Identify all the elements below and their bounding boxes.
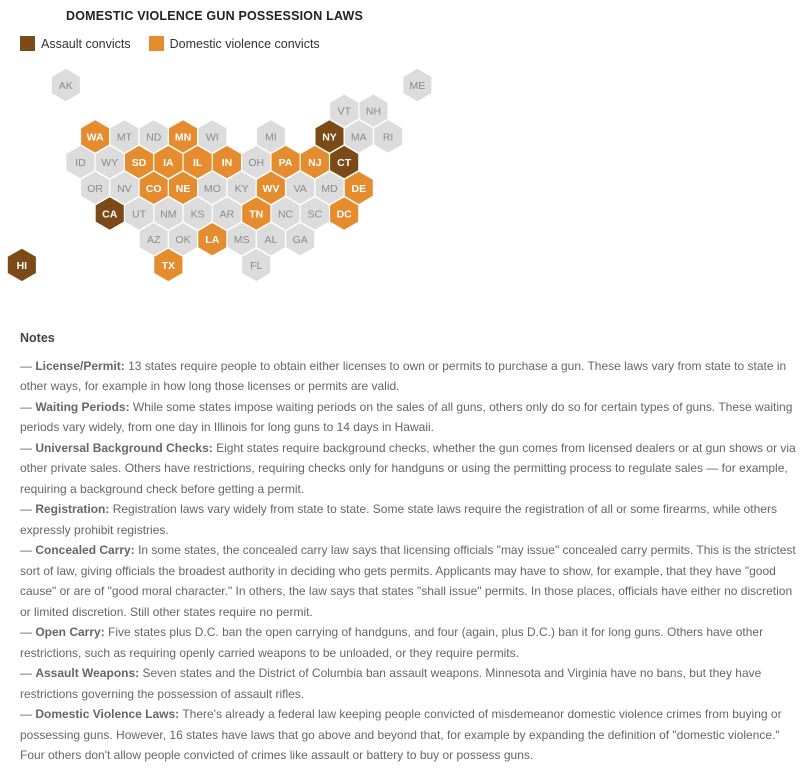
note-text: In some states, the concealed carry law says that licensing officials "may issue" concealed carry permits. This is the strictest sort of law, giving officials the broadest authority in deciding who gets permits. Applicants may have to show, for example, that they have "good cause" or are of "good moral character." In others, the law says that states "shall issue" permits. In those places, officials have either no discretion or limited discretion. Still other states require no permit. [20, 543, 796, 619]
state-label: MA [350, 131, 367, 144]
state-hex-tn[interactable] [242, 197, 270, 229]
state-label: MI [265, 131, 277, 144]
notes-section [20, 328, 796, 766]
notes-list [20, 356, 796, 766]
note-label: Open Carry: [35, 625, 105, 639]
state-label: NJ [308, 157, 322, 170]
state-label: NY [322, 131, 337, 144]
state-hex-ri[interactable] [374, 120, 402, 152]
state-hex-ca[interactable] [96, 197, 124, 229]
note-label: Assault Weapons: [35, 666, 140, 680]
state-hex-fl[interactable] [242, 249, 270, 281]
state-hex-ut[interactable] [125, 197, 153, 229]
state-hex-nh[interactable] [359, 95, 387, 127]
legend-label-assault: Assault convicts [41, 36, 131, 51]
map-title: DOMESTIC VIOLENCE GUN POSSESSION LAWS [66, 9, 364, 23]
state-hex-ms[interactable] [228, 223, 256, 255]
note-label: Waiting Periods: [35, 399, 130, 414]
notes-heading: Notes [20, 331, 55, 345]
state-hex-nd[interactable] [140, 120, 168, 152]
state-label: ME [409, 80, 426, 92]
state-label: ID [75, 157, 86, 170]
state-hex-co[interactable] [140, 172, 168, 204]
state-hex-nj[interactable] [301, 146, 329, 178]
legend-item-domestic [149, 36, 320, 51]
state-label: IN [221, 157, 233, 170]
state-label: VT [337, 105, 351, 118]
note-text: Seven states and the District of Columbia ban assault weapons. Minnesota and Virginia have no bans, but they have restrictions governing the possession of assault rifles. [20, 666, 762, 701]
state-label: LA [205, 234, 220, 247]
legend-swatch-assault [20, 36, 35, 51]
state-hex-me[interactable] [403, 69, 431, 101]
state-label: OK [175, 234, 191, 247]
hex-tile-map [0, 60, 426, 285]
state-label: SC [307, 208, 323, 221]
state-label: TN [249, 208, 264, 221]
state-label: NM [160, 208, 177, 221]
state-hex-wa[interactable] [81, 120, 109, 152]
note-label: Universal Background Checks: [35, 440, 213, 455]
legend [20, 36, 338, 51]
state-label: GA [292, 234, 308, 247]
note-item: — Waiting Periods: While some states impose waiting periods on the sales of all guns, others only do so for certain types of guns. These waiting periods vary widely, from one day in Illinois for long guns to 14 days in Hawaii. [20, 399, 793, 434]
state-label: FL [250, 259, 263, 272]
state-hex-wy[interactable] [96, 146, 124, 178]
state-hex-ky[interactable] [228, 172, 256, 204]
state-hex-mo[interactable] [198, 172, 226, 204]
state-hex-va[interactable] [286, 172, 314, 204]
note-text: There's already a federal law keeping people convicted of misdemeanor domestic violence crimes from buying or possessing guns. However, 16 states have laws that go above and beyond that, for example by expanding the definition of "domestic violence." Four others don't allow people convicted of crimes like assault or battery to buy or possess guns. [20, 707, 782, 762]
note-item: — Assault Weapons: Seven states and the District of Columbia ban assault weapons. Minnesota and Virginia have no bans, but they have restrictions governing the possession of assault rifles. [20, 666, 762, 701]
note-text: While some states impose waiting periods on the sales of all guns, others only do so for certain types of guns. These waiting periods vary widely, from one day in Illinois for long guns to 14 days in Hawaii. [20, 399, 793, 434]
note-label: Registration: [35, 502, 110, 516]
state-hex-ma[interactable] [345, 120, 373, 152]
state-hex-il[interactable] [184, 146, 212, 178]
state-label: VA [293, 182, 307, 195]
state-label: TX [161, 259, 176, 272]
note-item: — Open Carry: Five states plus D.C. ban the open carrying of handguns, and four (again, plus D.C.) ban it for long guns. Others have other restrictions, such as requiring openly carried weapons to be unloaded, or they require permits. [20, 625, 764, 660]
state-hex-la[interactable] [198, 223, 226, 255]
state-hex-nm[interactable] [154, 197, 182, 229]
state-label: NC [277, 208, 294, 221]
state-hex-ak[interactable] [52, 69, 80, 101]
state-hex-pa[interactable] [272, 146, 300, 178]
state-hex-md[interactable] [316, 172, 344, 204]
state-hex-dc[interactable] [330, 197, 358, 229]
note-item: — Domestic Violence Laws: There's already a federal law keeping people convicted of misdemeanor domestic violence crimes from buying or possessing guns. However, 16 states have laws that go above and beyond that, for example by expanding the definition of "domestic violence." Four others don't allow people convicted of crimes like assault or battery to buy or possess guns. [20, 707, 782, 762]
state-label: WI [205, 131, 219, 144]
state-label: RI [382, 131, 394, 144]
state-label: MN [174, 131, 192, 144]
state-label: IA [163, 157, 174, 170]
state-label: WA [86, 131, 104, 144]
state-hex-mi[interactable] [257, 120, 285, 152]
state-hex-wi[interactable] [198, 120, 226, 152]
state-label: CA [102, 208, 118, 221]
state-label: NH [365, 105, 382, 118]
state-label: NV [117, 182, 132, 195]
state-label: ND [146, 131, 162, 144]
legend-item-assault [20, 36, 131, 51]
note-label: Domestic Violence Laws: [35, 707, 180, 721]
note-text: Eight states require background checks, whether the gun comes from licensed dealers or at gun shows or via other private sales. Others have restrictions, requiring checks only for handguns or using the permitting process to regulate sales — for example, requiring a background check before getting a permit. [20, 440, 796, 496]
state-hex-de[interactable] [345, 172, 373, 204]
state-hex-nv[interactable] [110, 172, 138, 204]
state-hex-ok[interactable] [169, 223, 197, 255]
state-hex-mn[interactable] [169, 120, 197, 152]
state-label: CT [337, 157, 352, 170]
note-item: — Registration: Registration laws vary widely from state to state. Some state laws require the registration of all or some firearms, while others expressly prohibit registries. [20, 502, 777, 537]
state-hex-ia[interactable] [154, 146, 182, 178]
note-text: Five states plus D.C. ban the open carrying of handguns, and four (again, plus D.C.) ban it for long guns. Others have other restrictions, such as requiring openly carried weapons to be unloaded, or they require permits. [20, 625, 764, 660]
note-text: Registration laws vary widely from state to state. Some state laws require the registration of all or some firearms, while others expressly prohibit registries. [20, 502, 777, 537]
state-hex-wv[interactable] [257, 172, 285, 204]
state-label: AR [219, 208, 235, 221]
note-text: 13 states require people to obtain either licenses to own or permits to purchase a gun. These laws vary from state to state in other ways, for example in how long those licenses or permits are valid. [20, 358, 787, 393]
state-label: DC [336, 208, 352, 221]
state-label: IL [192, 157, 203, 170]
state-hex-id[interactable] [66, 146, 94, 178]
state-label: AK [58, 80, 73, 92]
state-label: MT [116, 131, 132, 144]
state-hex-nc[interactable] [272, 197, 300, 229]
state-label: KY [234, 182, 249, 195]
note-item: — Concealed Carry: In some states, the concealed carry law says that licensing officials "may issue" concealed carry permits. This is the strictest sort of law, giving officials the broadest authority in deciding who gets permits. Applicants may have to show, for example, that they have "good cause" or are of "good moral character." In others, the law says that states "shall issue" permits. In those places, officials have either no discretion or limited discretion. Still other states require no permit. [20, 543, 796, 619]
state-label: KS [190, 208, 205, 221]
state-hex-ar[interactable] [213, 197, 241, 229]
state-hex-or[interactable] [81, 172, 109, 204]
state-label: WV [262, 182, 280, 195]
state-hex-ny[interactable] [316, 120, 344, 152]
state-hex-ct[interactable] [330, 146, 358, 178]
state-hex-in[interactable] [213, 146, 241, 178]
legend-label-domestic: Domestic violence convicts [169, 36, 320, 51]
note-label: License/Permit: [35, 358, 125, 373]
state-hex-az[interactable] [140, 223, 168, 255]
state-label: AL [264, 234, 278, 247]
state-label: MS [233, 234, 250, 247]
note-item: — License/Permit: 13 states require people to obtain either licenses to own or permits to purchase a gun. These laws vary from state to state in other ways, for example in how long those licenses or permits are valid. [20, 358, 787, 393]
state-label: PA [278, 157, 293, 170]
state-label: NE [175, 182, 191, 195]
state-label: UT [132, 208, 147, 221]
state-hex-tx[interactable] [154, 249, 182, 281]
state-hex-sd[interactable] [125, 146, 153, 178]
state-hex-mt[interactable] [110, 120, 138, 152]
state-hex-vt[interactable] [330, 95, 358, 127]
state-label: WY [101, 157, 119, 170]
legend-swatch-domestic [149, 36, 164, 51]
note-label: Concealed Carry: [35, 543, 135, 557]
state-label: HI [16, 259, 28, 272]
state-hex-oh[interactable] [242, 146, 270, 178]
state-label: OR [87, 182, 103, 195]
state-label: DE [351, 182, 367, 195]
state-hex-hi[interactable] [8, 249, 36, 281]
state-hex-sc[interactable] [301, 197, 329, 229]
state-hex-ga[interactable] [286, 223, 314, 255]
note-item: — Universal Background Checks: Eight states require background checks, whether the gun comes from licensed dealers or at gun shows or via other private sales. Others have restrictions, requiring checks only for handguns or using the permitting process to regulate sales — for example, requiring a background check before getting a permit. [20, 440, 796, 496]
state-label: MO [203, 182, 221, 195]
state-label: CO [145, 182, 162, 195]
state-label: SD [131, 157, 147, 170]
state-hex-ne[interactable] [169, 172, 197, 204]
state-label: MD [321, 182, 338, 195]
state-hex-ks[interactable] [184, 197, 212, 229]
state-label: OH [248, 157, 265, 170]
state-label: AZ [146, 234, 161, 247]
state-hex-al[interactable] [257, 223, 285, 255]
